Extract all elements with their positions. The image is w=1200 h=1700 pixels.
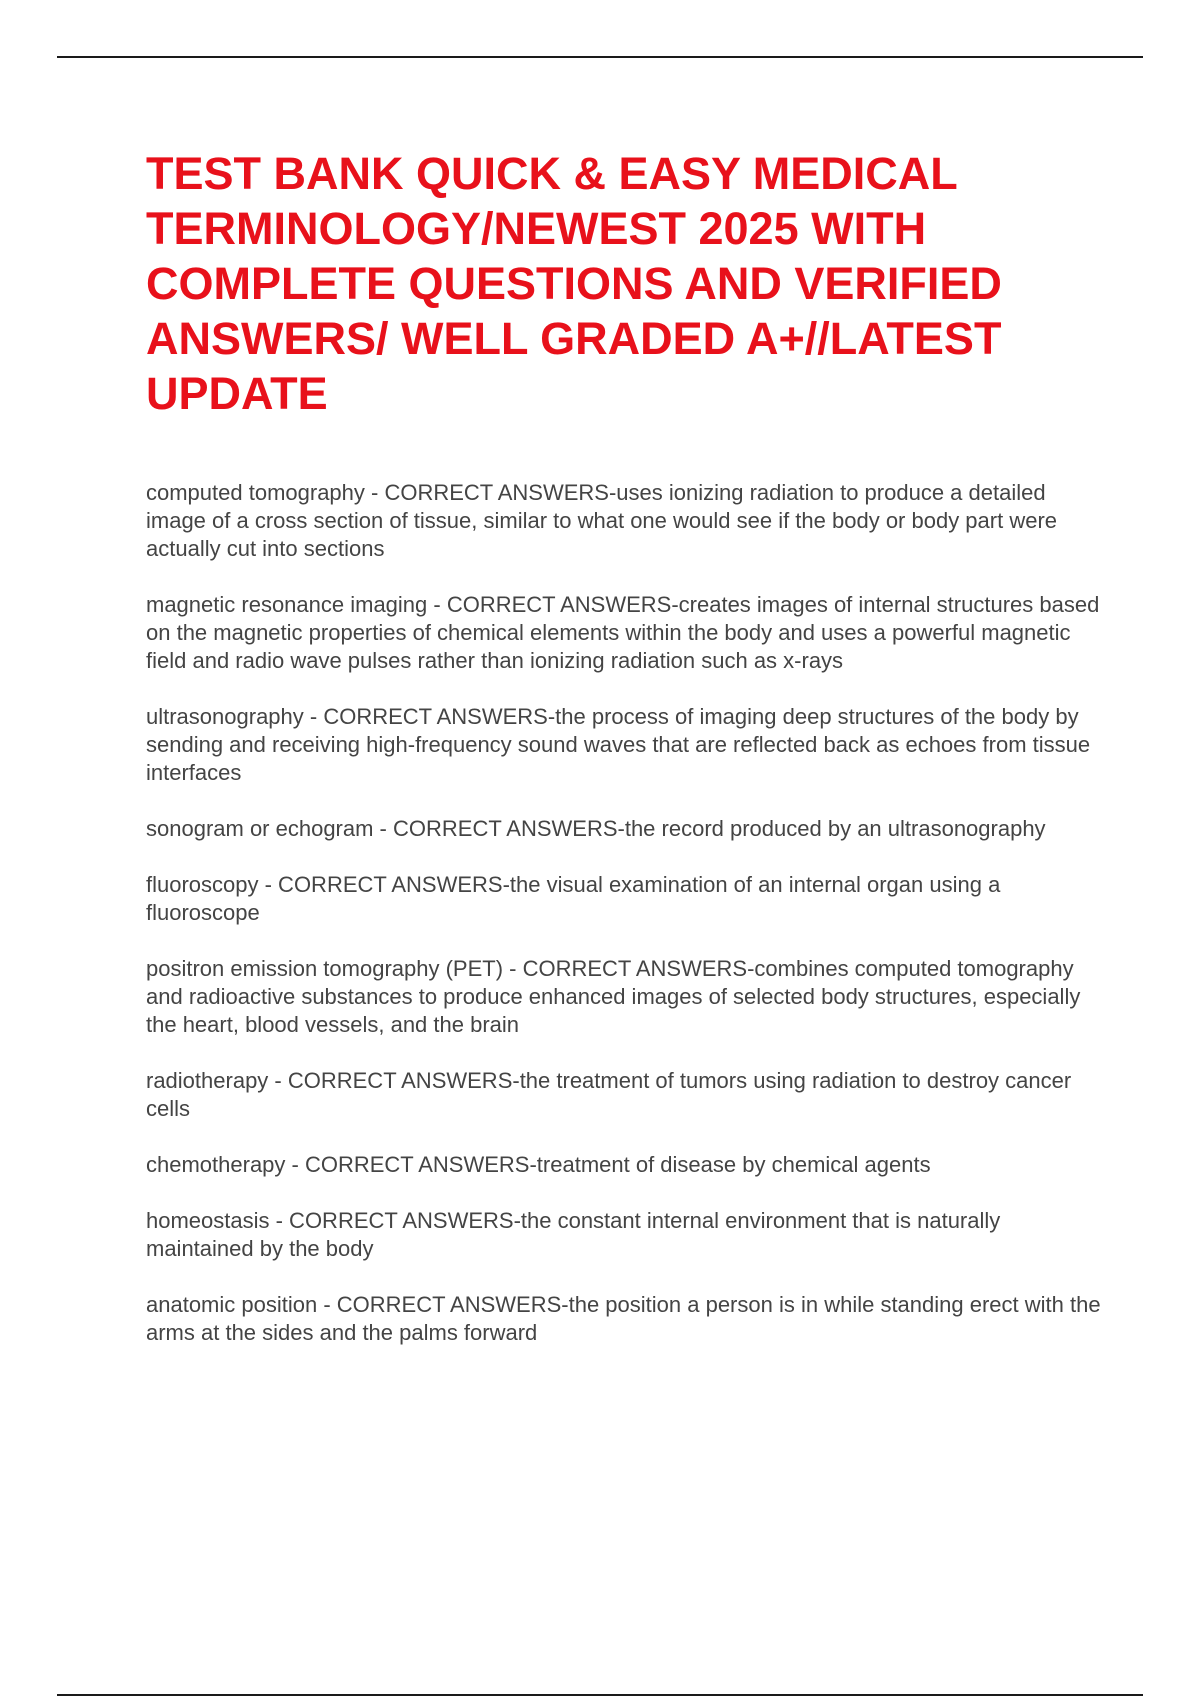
bottom-rule: [57, 1694, 1143, 1696]
term-entry-anatomic-position: anatomic position - CORRECT ANSWERS-the position a person is in while standing erect with the arms at the sides and the palms forward: [146, 1292, 1101, 1345]
term-entry-ultrasonography: ultrasonography - CORRECT ANSWERS-the process of imaging deep structures of the body by sending and receiving high-frequency sound waves that are reflected back as echoes from tissue interfaces: [146, 704, 1091, 785]
term-list: [146, 479, 1106, 1375]
term-entry-magnetic-resonance-imaging: magnetic resonance imaging - CORRECT ANSWERS-creates images of internal structures based on the magnetic properties of chemical elements within the body and uses a powerful magnetic field and radio wave pulses rather than ionizing radiation such as x-rays: [146, 592, 1100, 673]
term-entry-radiotherapy: radiotherapy - CORRECT ANSWERS-the treatment of tumors using radiation to destroy cancer cells: [146, 1068, 1072, 1121]
term-entry-fluoroscopy: fluoroscopy - CORRECT ANSWERS-the visual examination of an internal organ using a fluoroscope: [146, 872, 1001, 925]
document-title: TEST BANK QUICK & EASY MEDICAL TERMINOLOGY/NEWEST 2025 WITH COMPLETE QUESTIONS AND VERIFIED ANSWERS/ WELL GRADED A+//LATEST UPDATE: [146, 148, 1002, 419]
term-entry-sonogram: sonogram or echogram - CORRECT ANSWERS-the record produced by an ultrasonography: [146, 816, 1046, 841]
term-entry-computed-tomography: computed tomography - CORRECT ANSWERS-uses ionizing radiation to produce a detailed image of a cross section of tissue, similar to what one would see if the body or body part were actually cut into sections: [146, 480, 1058, 561]
top-rule: [57, 56, 1143, 58]
term-entry-homeostasis: homeostasis - CORRECT ANSWERS-the constant internal environment that is naturally maintained by the body: [146, 1208, 1001, 1261]
term-entry-chemotherapy: chemotherapy - CORRECT ANSWERS-treatment of disease by chemical agents: [146, 1152, 931, 1177]
term-entry-pet: positron emission tomography (PET) - CORRECT ANSWERS-combines computed tomography and radioactive substances to produce enhanced images of selected body structures, especially the heart, blood vessels, and the brain: [146, 956, 1081, 1037]
